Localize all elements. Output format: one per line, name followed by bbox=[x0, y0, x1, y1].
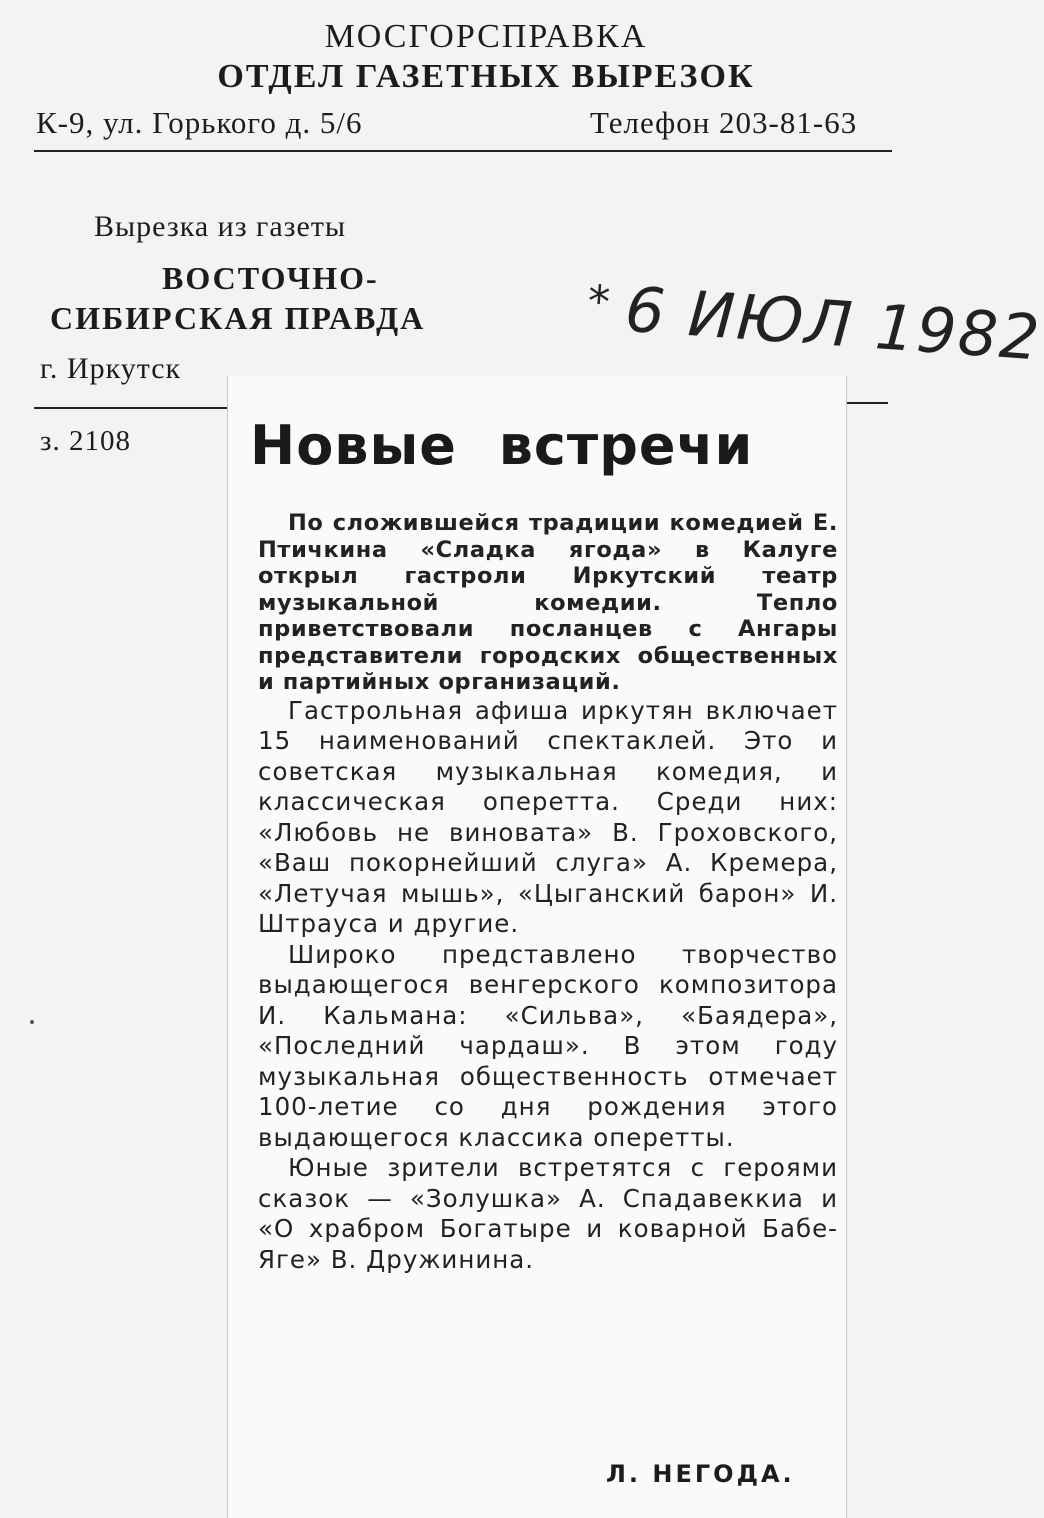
newspaper-name bbox=[50, 258, 425, 338]
bureau-name: МОСГОРСПРАВКА bbox=[324, 18, 648, 55]
date-stamp-text: 6 ИЮЛ 1982 bbox=[622, 272, 1044, 375]
newspaper-city: г. Иркутск bbox=[40, 352, 182, 385]
order-number: з. 2108 bbox=[40, 425, 131, 457]
clipping-label: Вырезка из газеты bbox=[94, 210, 347, 243]
bureau-address: К-9, ул. Горького д. 5/6 bbox=[36, 105, 363, 140]
department-name: ОТДЕЛ ГАЗЕТНЫХ ВЫРЕЗОК bbox=[217, 58, 755, 95]
article-author: Л. НЕГОДА. bbox=[606, 1460, 795, 1488]
article-body bbox=[258, 510, 838, 1275]
stray-mark bbox=[30, 1020, 34, 1024]
article-paragraph: Широко представлено творчество выдающегося венгерского композитора И. Кальмана: «Сильва», «Баядера», «Последний чардаш». В этом году музыкальная общественность отмечает 100-летие со дня рождения этого выдающегося классика оперетты. bbox=[258, 939, 838, 1152]
source-divider-right bbox=[842, 402, 888, 404]
newspaper-clipping bbox=[228, 376, 846, 1518]
article-title: Новые встречи bbox=[250, 414, 754, 477]
header-divider bbox=[34, 150, 892, 152]
article-paragraph: Юные зрители встретятся с героями сказок — «Золушка» А. Спадавеккиа и «О храбром Богатыре и коварной Бабе-Яге» В. Дружинина. bbox=[258, 1153, 838, 1274]
newspaper-name-line1: ВОСТОЧНО- bbox=[162, 260, 379, 296]
date-stamp bbox=[585, 270, 1044, 375]
star-icon: * bbox=[586, 275, 614, 329]
source-divider bbox=[34, 407, 230, 409]
bureau-phone: Телефон 203-81-63 bbox=[590, 105, 858, 140]
article-paragraph: Гастрольная афиша иркутян включает 15 наименований спектаклей. Это и советская музыкальная комедия, и классическая оперетта. Среди них: «Любовь не виновата» В. Гроховского, «Ваш покорнейший слуга» А. Кремера, «Летучая мышь», «Цыганский барон» И. Штрауса и другие. bbox=[258, 695, 838, 938]
newspaper-name-line2: СИБИРСКАЯ ПРАВДА bbox=[50, 300, 426, 336]
article-paragraph: По сложившейся традиции комедией Е. Птичкина «Сладка ягода» в Калуге открыл гастроли Иркутский театр музыкальной комедии. Тепло приветствовали посланцев с Ангары представители городских общественных и партийных организаций. bbox=[258, 510, 838, 695]
